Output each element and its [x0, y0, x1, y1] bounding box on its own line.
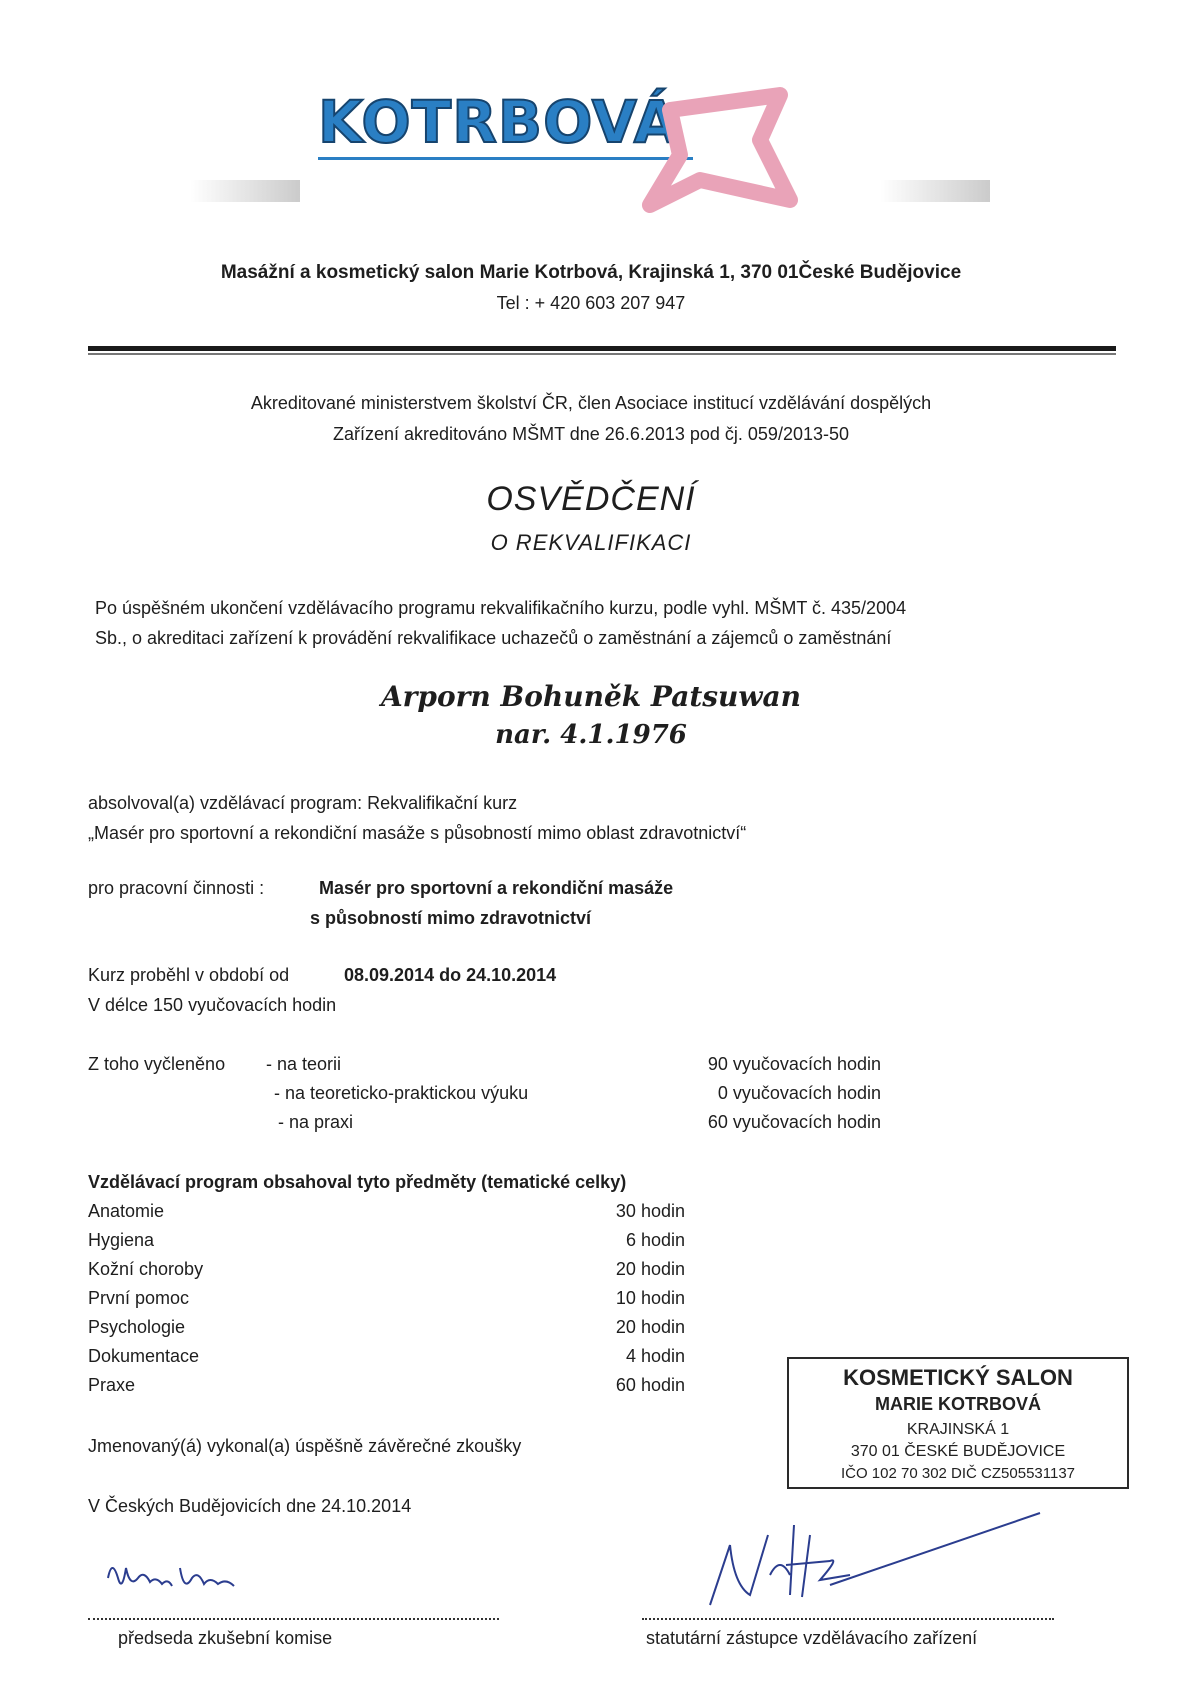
committee-signature-icon	[100, 1548, 250, 1608]
stamp-line-5: IČO 102 70 302 DIČ CZ505531137	[840, 1465, 1076, 1482]
logo-star-icon	[640, 60, 820, 220]
company-stamp	[787, 1357, 1129, 1489]
subject-hours: 20 hodin	[615, 1259, 685, 1279]
period-dates: 08.09.2014 do 24.10.2014	[344, 965, 557, 985]
exam-statement: Jmenovaný(á) vykonal(a) úspěšně závěrečné zkoušky	[88, 1436, 522, 1456]
stamp-line-3: KRAJINSKÁ 1	[906, 1421, 1010, 1438]
breakdown-hours: 60 vyučovacích hodin	[707, 1112, 881, 1132]
signature-label-left: předseda zkušební komise	[118, 1628, 333, 1648]
person-birthdate: nar. 4.1.1976	[495, 720, 687, 750]
header-divider	[88, 346, 1116, 351]
breakdown-label: - na teoreticko-praktickou výuku	[274, 1083, 529, 1103]
salon-phone: Tel : + 420 603 207 947	[496, 293, 686, 313]
salon-address: Masážní a kosmetický salon Marie Kotrbová, Krajinská 1, 370 01České Budějovice	[220, 262, 962, 283]
scan-smudge-right	[880, 180, 990, 202]
breakdown-prefix: Z toho vyčleněno	[88, 1054, 226, 1074]
breakdown-hours: 0 vyučovacích hodin	[717, 1083, 881, 1103]
work-value-2: s působností mimo zdravotnictví	[310, 908, 592, 928]
person-name: Arporn Bohuněk Patsuwan	[380, 680, 802, 713]
breakdown-label: - na teorii	[266, 1054, 342, 1074]
subject-hours: 20 hodin	[615, 1317, 685, 1337]
accreditation-line-2: Zařízení akreditováno MŠMT dne 26.6.2013 pod čj. 059/2013-50	[333, 424, 849, 444]
program-line-2: „Masér pro sportovní a rekondiční masáže s působností mimo oblast zdravotnictví“	[88, 823, 747, 843]
subject-name: Hygiena	[88, 1230, 155, 1250]
subject-hours: 6 hodin	[625, 1230, 685, 1250]
intro-line-1: Po úspěšném ukončení vzdělávacího programu rekvalifikačního kurzu, podle vyhl. MŠMT č. 435/2004	[95, 598, 907, 618]
subject-hours: 30 hodin	[615, 1201, 685, 1221]
accreditation-line-1: Akreditované ministerstvem školství ČR, člen Asociace institucí vzdělávání dospělých	[250, 393, 932, 413]
period-length: V délce 150 vyučovacích hodin	[88, 995, 337, 1015]
subject-name: Kožní choroby	[88, 1259, 204, 1279]
signature-line-right	[642, 1618, 1054, 1620]
certificate-subtitle: O REKVALIFIKACI	[490, 530, 692, 555]
subject-hours: 60 hodin	[615, 1375, 685, 1395]
period-label: Kurz proběhl v období od	[88, 965, 290, 985]
subject-hours: 4 hodin	[625, 1346, 685, 1366]
work-value-1: Masér pro sportovní a rekondiční masáže	[319, 878, 674, 898]
subject-name: První pomoc	[88, 1288, 190, 1308]
scan-smudge-left	[190, 180, 300, 202]
header-divider-thin	[88, 353, 1116, 355]
intro-line-2: Sb., o akreditaci zařízení k provádění rekvalifikace uchazečů o zaměstnání a zájemců o zaměstnání	[95, 628, 892, 648]
stamp-line-1: KOSMETICKÝ SALON	[843, 1365, 1073, 1390]
director-signature-icon	[690, 1505, 1050, 1615]
logo-underline	[318, 157, 693, 160]
work-label: pro pracovní činnosti :	[88, 878, 265, 898]
signature-line-left	[88, 1618, 499, 1620]
subject-name: Praxe	[88, 1375, 136, 1395]
certificate-title: OSVĚDČENÍ	[486, 480, 696, 518]
breakdown-label: - na praxi	[278, 1112, 354, 1132]
subject-hours: 10 hodin	[615, 1288, 685, 1308]
subjects-heading: Vzdělávací program obsahoval tyto předměty (tematické celky)	[88, 1172, 627, 1192]
stamp-line-4: 370 01 ČESKÉ BUDĚJOVICE	[850, 1443, 1066, 1460]
subject-name: Psychologie	[88, 1317, 186, 1337]
subject-name: Anatomie	[88, 1201, 165, 1221]
stamp-line-2: MARIE KOTRBOVÁ	[875, 1394, 1041, 1414]
place-date: V Českých Budějovicích dne 24.10.2014	[88, 1496, 412, 1516]
signature-label-right: statutární zástupce vzdělávacího zařízení	[646, 1628, 978, 1648]
program-line-1: absolvoval(a) vzdělávací program: Rekvalifikační kurz	[88, 793, 518, 813]
breakdown-hours: 90 vyučovacích hodin	[707, 1054, 881, 1074]
subject-name: Dokumentace	[88, 1346, 200, 1366]
logo-wordmark: KOTRBOVÁ	[318, 88, 680, 156]
